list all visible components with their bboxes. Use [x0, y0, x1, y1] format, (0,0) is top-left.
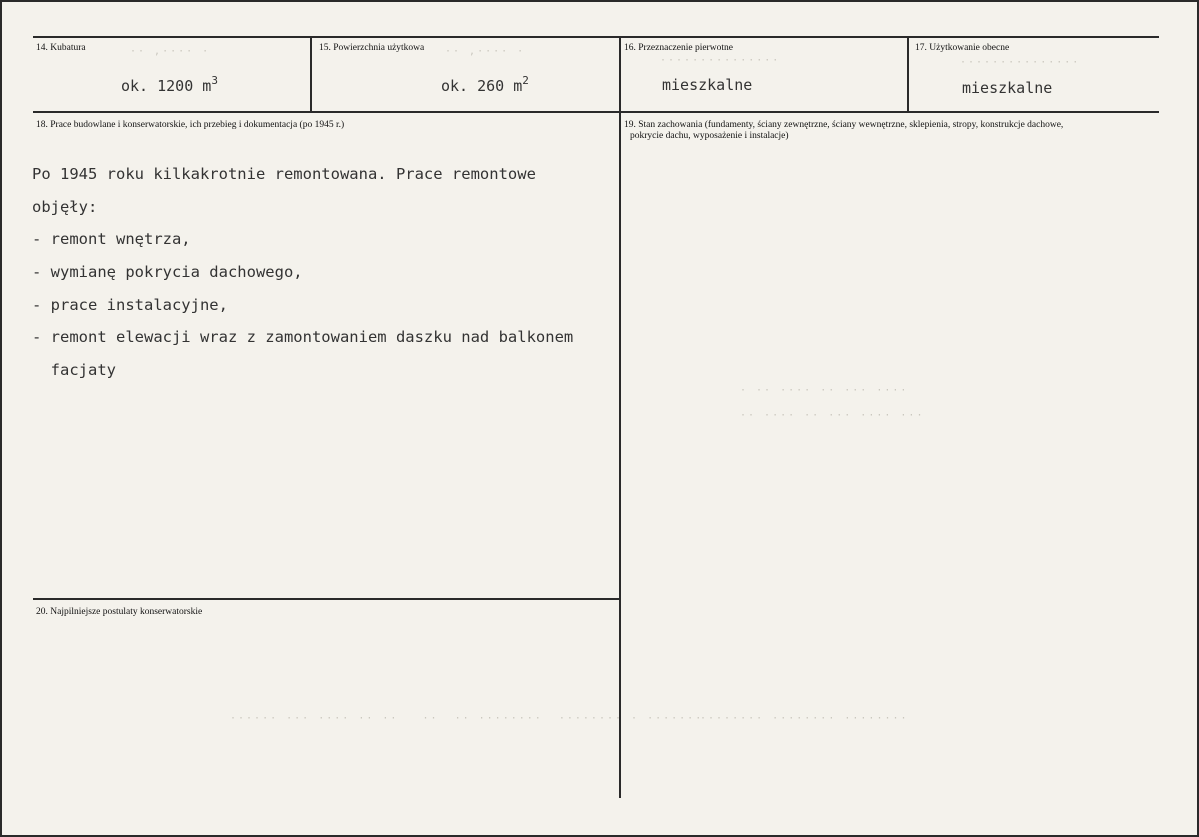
field-label-stan-zachowania	[624, 120, 1063, 142]
field-label-prace-budowlane: 18. Prace budowlane i konserwatorskie, ich przebieg i dokumentacja (po 1945 r.)	[36, 120, 345, 130]
field-value-kubatura: ok. 1200 $m^3$	[121, 74, 218, 95]
text-line: - prace instalacyjne,	[32, 295, 228, 314]
text-line: facjaty	[32, 360, 116, 379]
column-divider	[619, 36, 621, 798]
section-divider	[33, 598, 621, 600]
label-line: 19. Stan zachowania (fundamenty, ściany zewnętrzne, ściany wewnętrzne, sklepienia, stropy, konstrukcje dachowe,	[624, 120, 1064, 130]
label-line: pokrycie dachu, wyposażenie i instalacje)	[630, 131, 789, 141]
text-line: Po 1945 roku kilkakrotnie remontowana. Prace remontowe	[32, 165, 536, 184]
field-label-uzytkowanie-obecne: 17. Użytkowanie obecne	[915, 43, 1010, 53]
faint-bleed-through: ·· ,···· ·	[445, 46, 526, 57]
field-value-uzytkowanie-obecne: mieszkalne	[962, 79, 1053, 97]
faint-bleed-through: ·· ···· ·· ··· ···· ···	[740, 410, 925, 421]
field-label-przeznaczenie-pierwotne: 16. Przeznaczenie pierwotne	[624, 43, 733, 53]
faint-bleed-through: · ·· ···· ·· ··· ····	[740, 385, 909, 396]
field-label-kubatura: 14. Kubatura	[36, 43, 86, 53]
column-divider	[310, 36, 312, 112]
field-value-powierzchnia: ok. 260 $m^2$	[441, 74, 529, 95]
column-divider	[907, 36, 909, 112]
faint-bleed-through: ···············	[660, 55, 781, 66]
row-divider	[33, 111, 1159, 113]
field-label-postulaty: 20. Najpilniejsze postulaty konserwatorskie	[36, 607, 203, 617]
text-line: objęły:	[32, 197, 98, 216]
text-line: - wymianę pokrycia dachowego,	[32, 263, 303, 282]
field-value-przeznaczenie-pierwotne: mieszkalne	[662, 76, 753, 94]
form-top-rule	[33, 36, 1159, 38]
field-value-prace-budowlane	[32, 150, 573, 394]
faint-bleed-through: ········ ········ ········	[700, 713, 909, 724]
faint-bleed-through: ···············	[960, 57, 1081, 68]
field-label-powierzchnia: 15. Powierzchnia użytkowa	[319, 43, 425, 53]
faint-bleed-through: ·· ,···· ·	[130, 46, 211, 57]
text-line: - remont elewacji wraz z zamontowaniem daszku nad balkonem	[32, 328, 574, 347]
text-line: - remont wnętrza,	[32, 230, 191, 249]
faint-bleed-through: ······ ··· ···· ·· ·· ·· ·· ········ ········ · ·······	[230, 713, 704, 724]
